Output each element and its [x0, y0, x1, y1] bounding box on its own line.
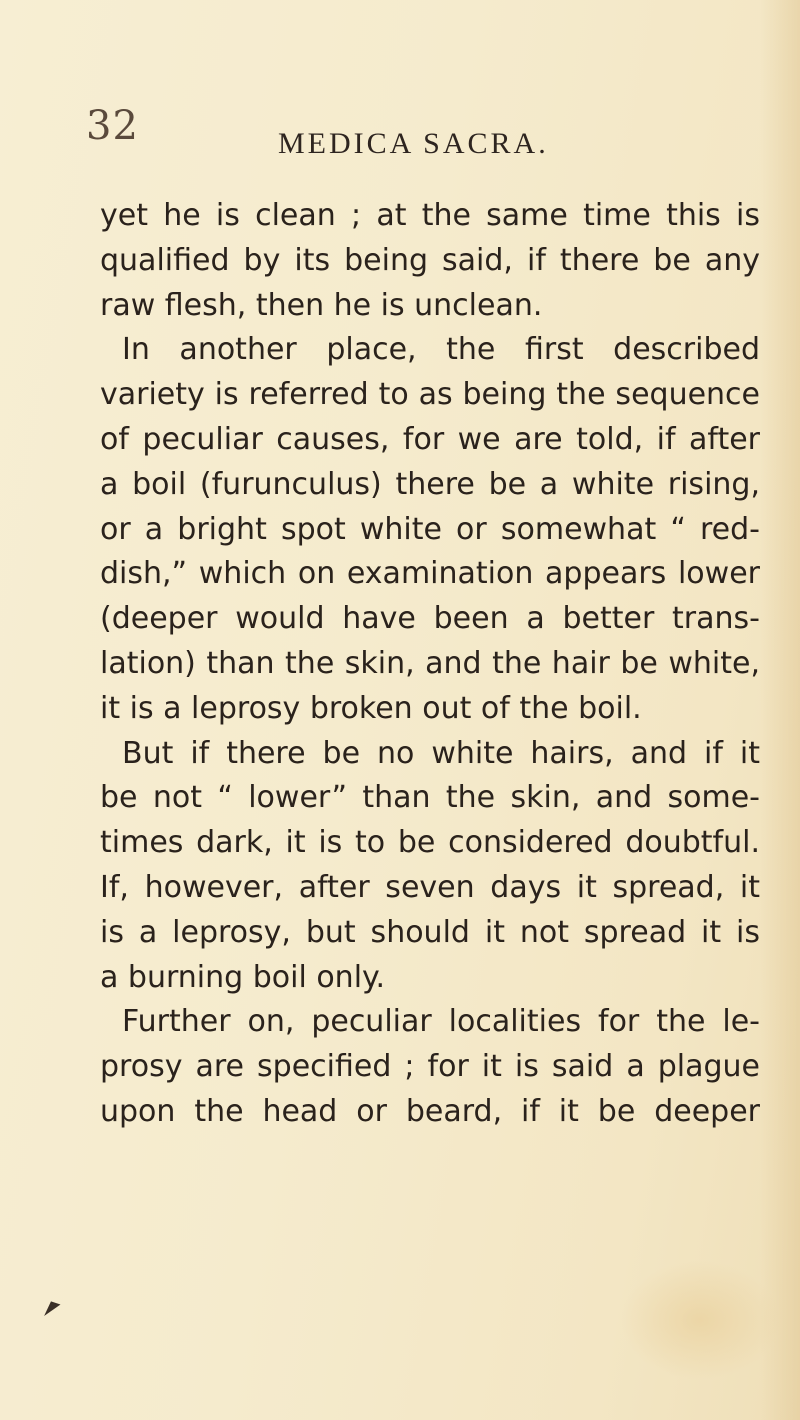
paper-stain: [620, 1260, 780, 1380]
page-number: 32: [86, 103, 139, 149]
body-text: [100, 194, 760, 1135]
text-line: a boil (furunculus) there be a white rising,: [100, 466, 760, 502]
text-line: upon the head or beard, if it be deeper: [100, 1093, 760, 1129]
text-line: be not “ lower” than the skin, and some-: [100, 780, 760, 816]
text-line: or a bright spot white or somewhat “ red-: [100, 511, 760, 547]
text-line: dish,” which on examination appears lower: [100, 556, 760, 592]
text-line: it is a leprosy broken out of the boil.: [100, 690, 642, 726]
text-line: (deeper would have been a better trans-: [100, 601, 760, 637]
page-header: [0, 104, 800, 164]
page-edge-shadow: [760, 0, 800, 1420]
text-line: raw flesh, then he is unclean.: [100, 287, 543, 323]
text-line: times dark, it is to be considered doubtful.: [100, 825, 760, 861]
text-line: variety is referred to as being the sequence: [100, 377, 760, 413]
text-line: Further on, peculiar localities for the le-: [122, 1004, 760, 1040]
text-line: lation) than the skin, and the hair be white,: [100, 645, 760, 681]
running-head: MEDICA SACRA.: [278, 127, 549, 160]
text-line: prosy are specified ; for it is said a plague: [100, 1049, 760, 1085]
text-line: But if there be no white hairs, and if it: [122, 735, 760, 771]
ink-mark: [40, 1298, 61, 1316]
text-line: of peculiar causes, for we are told, if after: [100, 421, 760, 457]
text-line: In another place, the first described: [122, 332, 760, 368]
text-line: yet he is clean ; at the same time this is: [100, 198, 760, 233]
text-line: is a leprosy, but should it not spread it is: [100, 914, 760, 950]
text-line: If, however, after seven days it spread, it: [100, 869, 760, 905]
text-line: a burning boil only.: [100, 959, 386, 995]
text-line: qualified by its being said, if there be any: [100, 242, 760, 278]
